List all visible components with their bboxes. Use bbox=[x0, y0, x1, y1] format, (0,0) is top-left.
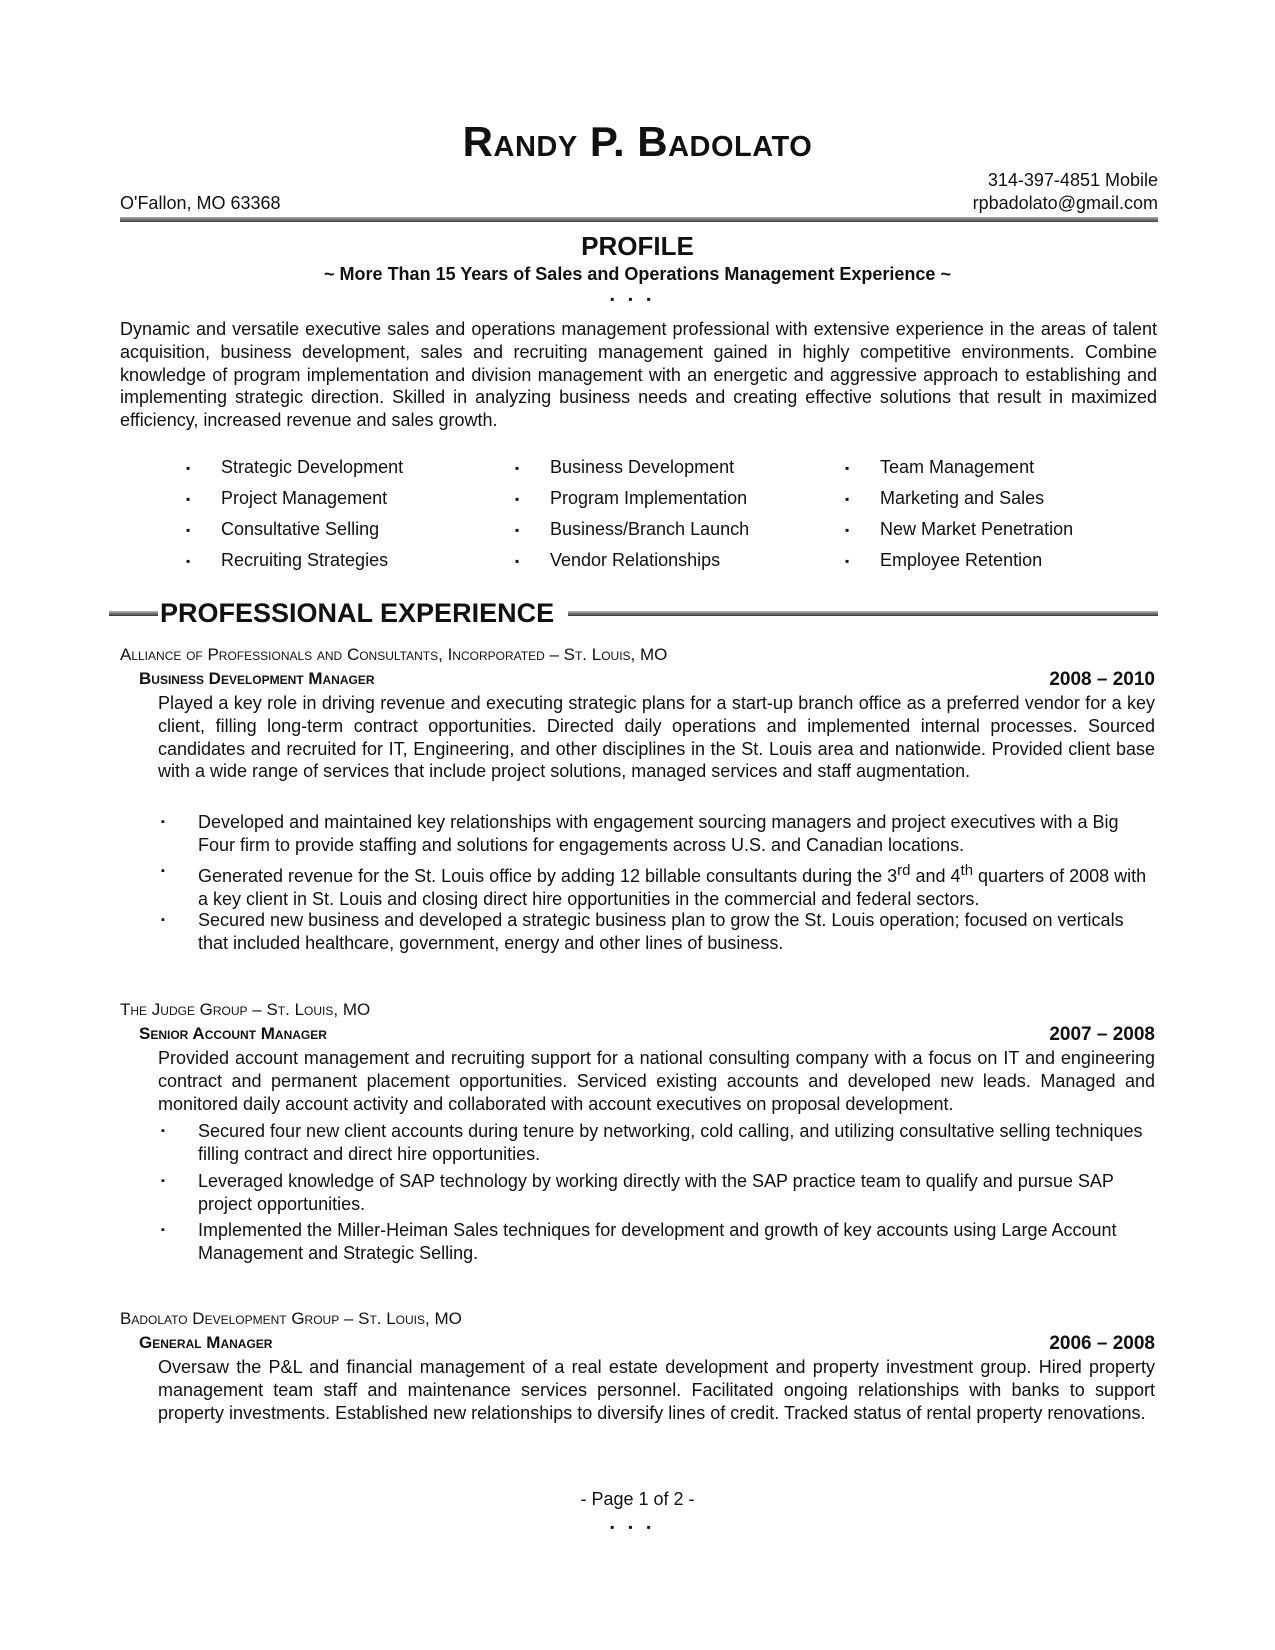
skill-item bbox=[845, 457, 1034, 479]
heading-rule-right bbox=[568, 611, 1158, 616]
email: rpbadolato@gmail.com bbox=[972, 193, 1158, 213]
skill-label: Strategic Development bbox=[221, 457, 404, 477]
bullet-icon: ▪ bbox=[515, 523, 520, 537]
bullet-icon: ▪ bbox=[845, 461, 850, 475]
bullet-text: Secured new business and developed a strategic business plan to grow the St. Louis operation; focused on verticals that included healthcare, government, energy and other lines of business. bbox=[198, 910, 1124, 953]
page-number: - Page 1 of 2 - bbox=[580, 1489, 695, 1509]
job-bullet bbox=[158, 909, 1155, 954]
bullet-text: Developed and maintained key relationships with engagement sourcing managers and project executives with a Big Four firm to provide staffing and solutions for engagements across U.S. and Canadian locations. bbox=[198, 812, 1119, 855]
separator-dots: ▪▪▪ bbox=[610, 292, 665, 306]
skill-label: Vendor Relationships bbox=[550, 550, 721, 570]
bullet-icon: ▪ bbox=[161, 865, 165, 877]
experience-heading: PROFESSIONAL EXPERIENCE bbox=[160, 598, 555, 628]
bullet-text: Leveraged knowledge of SAP technology by working directly with the SAP practice team to qualify and pursue SAP project opportunities. bbox=[198, 1171, 1114, 1214]
experience-heading-bar bbox=[109, 598, 1158, 629]
job-title: General Manager bbox=[139, 1333, 273, 1352]
bullet-icon: ▪ bbox=[515, 461, 520, 475]
job-bullet bbox=[158, 1120, 1155, 1165]
bullet-icon: ▪ bbox=[161, 914, 165, 926]
company: Badolato Development Group – St. Louis, MO bbox=[120, 1309, 462, 1328]
skill-item bbox=[186, 457, 403, 479]
bullet-text: Secured four new client accounts during tenure by networking, cold calling, and utilizing consultative selling techniques filling contract and direct hire opportunities. bbox=[198, 1121, 1143, 1164]
bullet-icon: ▪ bbox=[515, 492, 520, 506]
job-title: Senior Account Manager bbox=[139, 1024, 327, 1043]
candidate-name: Randy P. Badolato bbox=[462, 118, 813, 165]
skill-label: Project Management bbox=[221, 488, 388, 508]
job-dates: 2008 – 2010 bbox=[1049, 669, 1155, 690]
bullet-icon: ▪ bbox=[161, 1224, 165, 1236]
job-title: Business Development Manager bbox=[139, 669, 375, 688]
bullet-icon: ▪ bbox=[186, 461, 191, 475]
bullet-text: Generated revenue for the St. Louis office by adding 12 billable consultants during the 3rd and 4th quarters of 2008 with a key client in St. Louis and closing direct hire opportunities in the commercial and federal sectors. bbox=[198, 862, 1147, 909]
job-title-row bbox=[139, 1024, 1155, 1046]
skill-item bbox=[186, 488, 387, 510]
bullet-icon: ▪ bbox=[161, 816, 165, 828]
job-title-row bbox=[139, 669, 1155, 691]
job-description: Provided account management and recruiting support for a national consulting company with a focus on IT and engineering contract and permanent placement opportunities. Serviced existing accounts and developed new leads. Managed and monitored daily account activity and collaborated with account executives on proposal development. bbox=[158, 1048, 1155, 1114]
skill-item bbox=[845, 488, 1044, 510]
skill-label: New Market Penetration bbox=[880, 519, 1074, 539]
skill-label: Marketing and Sales bbox=[880, 488, 1045, 508]
company: Alliance of Professionals and Consultants, Incorporated – St. Louis, MO bbox=[120, 645, 668, 664]
heading-rule-left bbox=[109, 611, 158, 616]
skill-item bbox=[515, 457, 734, 479]
phone: 314-397-4851 Mobile bbox=[987, 170, 1158, 190]
bullet-icon: ▪ bbox=[186, 523, 191, 537]
company: The Judge Group – St. Louis, MO bbox=[120, 1000, 371, 1019]
skill-label: Consultative Selling bbox=[221, 519, 380, 539]
skill-item bbox=[845, 550, 1042, 572]
bullet-icon: ▪ bbox=[186, 492, 191, 506]
bullet-text: Implemented the Miller-Heiman Sales techniques for development and growth of key accounts using Large Account Management and Strategic Selling. bbox=[198, 1220, 1117, 1263]
bullet-icon: ▪ bbox=[161, 1125, 165, 1137]
profile-summary: Dynamic and versatile executive sales and operations management professional with extensive experience in the areas of talent acquisition, business development, sales and recruiting management gained in highly competitive environments. Combine knowledge of program implementation and division management with an energetic and aggressive approach to establishing and implementing strategic direction. Skilled in analyzing business needs and creating effective solutions that result in maximized efficiency, increased revenue and sales growth. bbox=[120, 319, 1157, 431]
job-description: Oversaw the P&L and financial management of a real estate development and property investment group. Hired property management team staff and maintenance services personnel. Facilitated ongoing relationships with banks to support property investments. Established new relationships to diversify lines of credit. Tracked status of rental property renovations. bbox=[158, 1357, 1155, 1423]
skill-label: Program Implementation bbox=[550, 488, 748, 508]
skill-item bbox=[515, 550, 720, 572]
job-dates: 2006 – 2008 bbox=[1049, 1333, 1155, 1354]
skill-label: Business/Branch Launch bbox=[550, 519, 750, 539]
bullet-icon: ▪ bbox=[186, 554, 191, 568]
bullet-icon: ▪ bbox=[845, 554, 850, 568]
profile-heading: PROFILE bbox=[581, 231, 694, 261]
footer-dots: ▪▪▪ bbox=[610, 1520, 665, 1534]
job-description: Played a key role in driving revenue and executing strategic plans for a start-up branch office as a preferred vendor for a key client, filling long-term contract opportunities. Directed daily operations and implemented internal processes. Sourced candidates and recruited for IT, Engineering, and other disciplines in the St. Louis area and nationwide. Provided client base with a wide range of services that include project solutions, managed services and staff augmentation. bbox=[158, 693, 1155, 782]
bullet-icon: ▪ bbox=[845, 492, 850, 506]
skill-item bbox=[515, 488, 747, 510]
skill-item bbox=[845, 519, 1073, 541]
profile-subtitle: ~ More Than 15 Years of Sales and Operations Management Experience ~ bbox=[324, 264, 951, 284]
job-bullet bbox=[158, 860, 1155, 910]
job-bullet bbox=[158, 1219, 1155, 1264]
skill-label: Employee Retention bbox=[880, 550, 1043, 570]
job-bullet bbox=[158, 811, 1155, 856]
skill-label: Team Management bbox=[880, 457, 1035, 477]
skill-item bbox=[515, 519, 749, 541]
job-dates: 2007 – 2008 bbox=[1049, 1024, 1155, 1045]
bullet-icon: ▪ bbox=[515, 554, 520, 568]
location: O'Fallon, MO 63368 bbox=[120, 193, 281, 213]
job-title-row bbox=[139, 1333, 1155, 1355]
job-bullet bbox=[158, 1170, 1155, 1215]
skill-label: Recruiting Strategies bbox=[221, 550, 389, 570]
bullet-icon: ▪ bbox=[845, 523, 850, 537]
skill-label: Business Development bbox=[550, 457, 735, 477]
skill-item bbox=[186, 550, 388, 572]
skill-item bbox=[186, 519, 379, 541]
bullet-icon: ▪ bbox=[161, 1175, 165, 1187]
header-rule bbox=[120, 217, 1158, 222]
